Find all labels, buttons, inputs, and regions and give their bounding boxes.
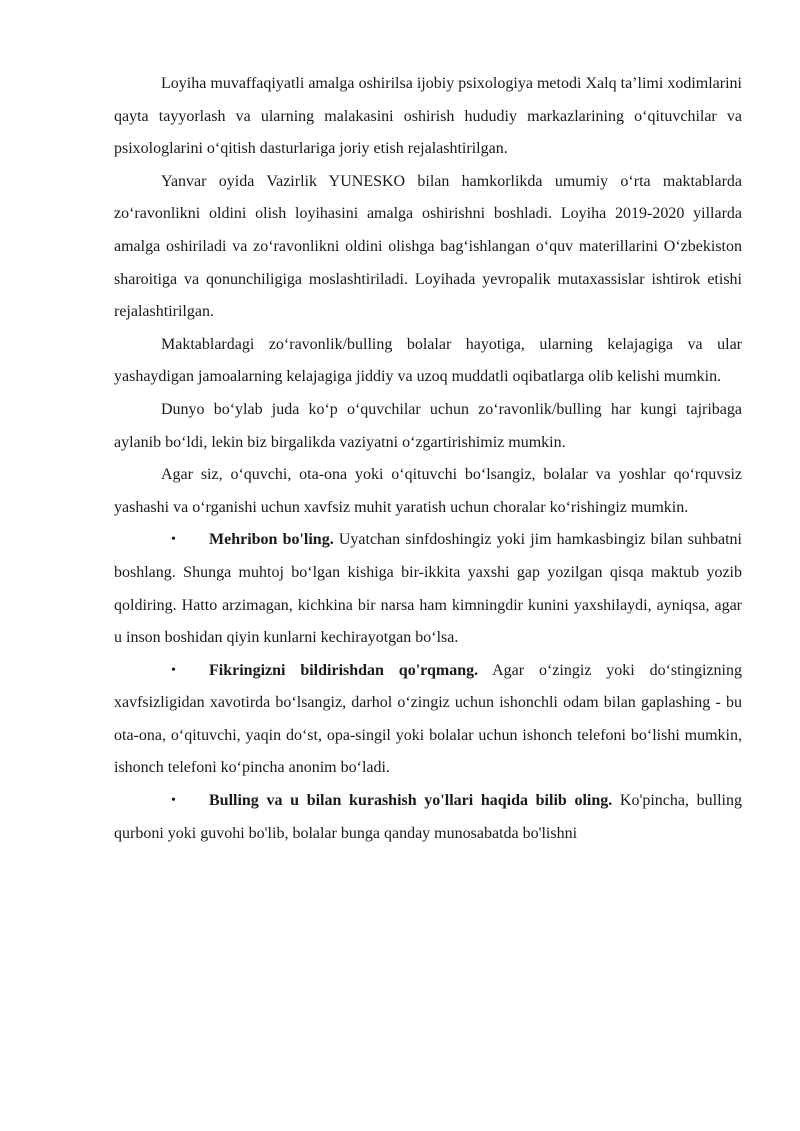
bullet-heading: Bulling va u bilan kurashish yo'llari haqida bilib oling. [209,792,613,810]
bullet-icon: • [171,532,176,548]
bullet-icon: • [171,662,176,678]
bullet-item [114,524,742,654]
bullet-heading: Fikringizni bildirishdan qo'rqmang. [209,661,479,679]
bullet-item [114,785,742,850]
paragraph: Agar siz, o‘quvchi, ota-ona yoki o‘qituvchi bo‘lsangiz, bolalar va yoshlar qo‘rquvsiz yashashi va o‘rganishi uchun xavfsiz muhit yaratish uchun choralar ko‘rishingiz mumkin. [114,466,742,516]
paragraph: Loyiha muvaffaqiyatli amalga oshirilsa ijobiy psixologiya metodi Xalq ta’limi xodimlarini qayta tayyorlash va ularning malakasini oshirish hududiy markazlarining o‘qituvchilar va psixologlarini o‘qitish dasturlariga joriy etish rejalashtirilgan. [114,75,742,158]
bullet-text: Uyatchan sinfdoshingiz yoki jim hamkasbingiz bilan suhbatni boshlang. Shunga muhtoj bo‘lgan kishiga bir-ikkita yaxshi gap yozilgan qisqa maktub yozib qoldiring. Hatto arzimagan, kichkina bir narsa ham kimningdir kunini yaxshilaydi, ayniqsa, agar u inson boshidan qiyin kunlarni kechirayotgan bo‘lsa. [114,531,743,647]
bullet-icon: • [171,793,176,809]
paragraph: Yanvar oyida Vazirlik YUNESKO bilan hamkorlikda umumiy o‘rta maktablarda zo‘ravonlikni oldini olish loyihasini amalga oshirishni boshladi. Loyiha 2019-2020 yillarda amalga oshiriladi va zo‘ravonlikni oldini olishga bag‘ishlangan o‘quv materillarini O‘zbekiston sharoitiga va qonunchiligiga moslashtiriladi. Loyihada yevropalik mutaxassislar ishtirok etishi rejalashtirilgan. [114,172,742,321]
bullet-heading: Mehribon bo'ling. [209,531,334,549]
bullet-text: Ko'pincha, bulling qurboni yoki guvohi bo'lib, bolalar bunga qanday munosabatda bo'lishni [114,792,742,842]
document-body [114,68,742,850]
paragraph: Dunyo bo‘ylab juda ko‘p o‘quvchilar uchun zo‘ravonlik/bulling har kungi tajribaga aylanib bo‘ldi, lekin biz birgalikda vaziyatni o‘zgartirishimiz mumkin. [114,400,742,451]
bullet-text: Agar o‘zingiz yoki do‘stingizning xavfsizligidan xavotirda bo‘lsangiz, darhol o‘zingiz uchun ishonchli odam bilan gaplashing - bu ota-ona, o‘qituvchi, yaqin do‘st, opa-singil yoki bolalar uchun ishonch telefoni bo‘lishi mumkin, ishonch telefoni ko‘pincha anonim bo‘ladi. [114,661,742,777]
paragraph: Maktablardagi zo‘ravonlik/bulling bolalar hayotiga, ularning kelajagiga va ular yashaydigan jamoalarning kelajagiga jiddiy va uzoq muddatli oqibatlarga olib kelishi mumkin. [114,335,742,386]
bullet-item [114,655,742,785]
